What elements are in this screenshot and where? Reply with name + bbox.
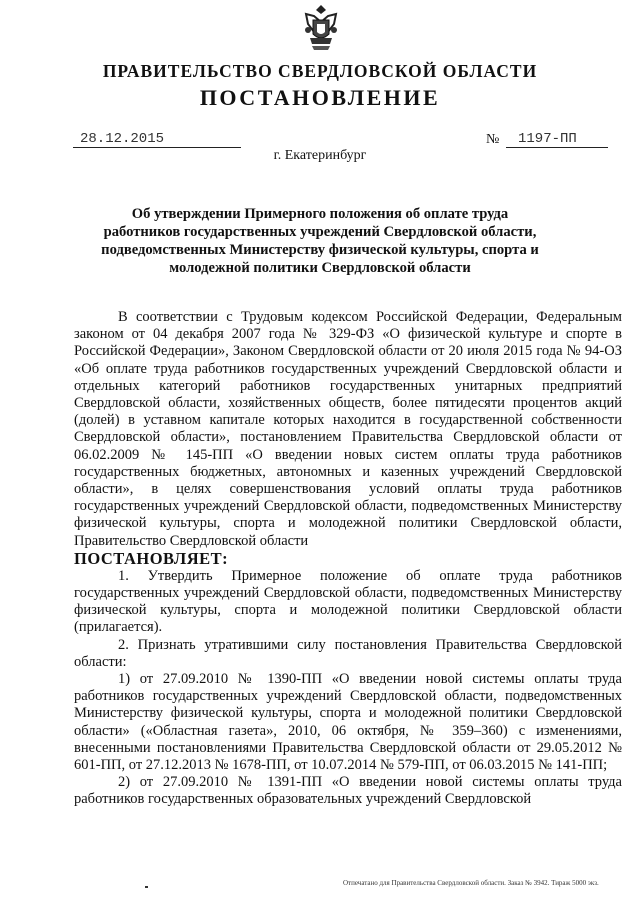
document-date: 28.12.2015 bbox=[80, 131, 165, 147]
document-type: ПОСТАНОВЛЕНИЕ bbox=[199, 85, 441, 110]
margin-mark bbox=[145, 886, 148, 888]
city: г. Екатеринбург bbox=[273, 148, 367, 163]
document-body bbox=[74, 309, 622, 809]
coat-of-arms-icon bbox=[300, 2, 342, 52]
sub-item-1: 1) от 27.09.2010 № 1390-ПП «О введении новой системы оплаты труда работников государственных учреждений Свердловской области, подведомственных Министерству физической культуры, спорта и молодежной политики Свердловской области» («Областная газета», 2010, 06 октября, № 359–360) с изменениями, внесенными постановлениями Правительства Свердловской области от 29.05.2012 № 601-ПП, от 27.12.2013 № 1678-ПП, от 10.07.2014 № 579-ПП, от 06.03.2015 № 141-ПП; bbox=[74, 671, 622, 774]
document-number: 1197-ПП bbox=[518, 131, 577, 147]
print-footer: Отпечатано для Правительства Свердловской области. Заказ № 3942. Тираж 5000 экз. bbox=[343, 879, 599, 887]
item-2: 2. Признать утратившими силу постановления Правительства Свердловской области: bbox=[74, 636, 622, 670]
number-sign: № bbox=[486, 132, 500, 147]
government-name: ПРАВИТЕЛЬСТВО СВЕРДЛОВСКОЙ ОБЛАСТИ bbox=[102, 61, 538, 81]
item-1: 1. Утвердить Примерное положение об оплате труда работников государственных учреждений Свердловской области, подведомственных Министерству физической культуры, спорта и молодежной политики Свердловской области (прилагается). bbox=[74, 567, 622, 636]
preamble: В соответствии с Трудовым кодексом Российской Федерации, Федеральным законом от 04 декабря 2007 года № 329-ФЗ «О физической культуре и спорте в Российской Федерации», Законом Свердловской области от 20 июля 2015 года № 94-ОЗ «Об оплате труда работников государственных учреждений Свердловской области и отдельных категорий работников государственных унитарных предприятий Свердловской области, хозяйственных обществ, более пятидесяти процентов акций (долей) в уставном капитале которых находится в государственной собственности Свердловской области», постановлением Правительства Свердловской области от 06.02.2009 № 145-ПП «О введении новых систем оплаты труда работников государственных бюджетных, автономных и казенных учреждений Свердловской области», в целях совершенствования условий оплаты труда работников государственных учреждений Свердловской области, подведомственных Министерству физической культуры, спорта и молодежной политики Свердловской области, Правительство Свердловской области bbox=[74, 309, 622, 549]
document-title: Об утверждении Примерного положения об оплате труда работников государственных учреждений Свердловской области, подведомственных Министерству физической культуры, спорта и молодежной политики Свердловской области bbox=[101, 206, 539, 276]
sub-item-2: 2) от 27.09.2010 № 1391-ПП «О введении новой системы оплаты труда работников государственных образовательных учреждений Свердловской bbox=[74, 774, 622, 808]
decree-heading: ПОСТАНОВЛЯЕТ: bbox=[74, 548, 229, 568]
